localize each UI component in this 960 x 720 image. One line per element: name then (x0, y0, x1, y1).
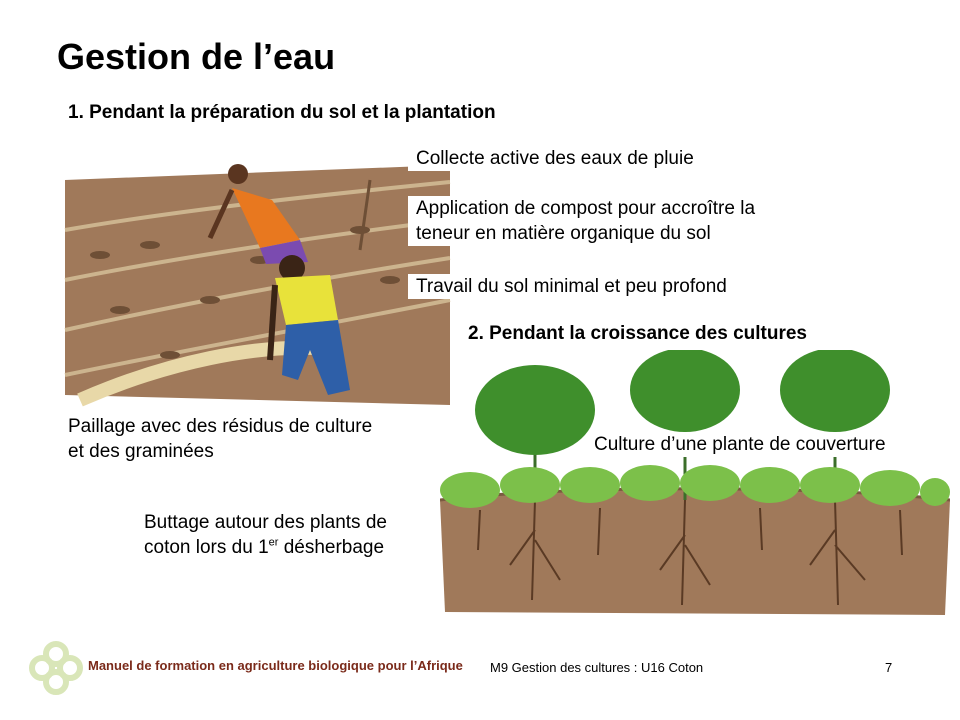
caption-mulching-line-2: et des graminées (68, 441, 214, 462)
caption-ridging-line-1: Buttage autour des plants de (144, 512, 387, 533)
caption-compost-line-1: Application de compost pour accroître la (416, 198, 756, 219)
caption-rainwater-harvesting: Collecte active des eaux de pluie (408, 146, 702, 171)
flower-logo-icon (28, 640, 84, 696)
cover-crop-illustration (440, 350, 950, 620)
field-preparation-illustration (60, 160, 455, 410)
caption-compost-line-2: teneur en matière organique du sol (416, 223, 711, 244)
caption-mulching (60, 414, 380, 464)
caption-mulching-line-1: Paillage avec des résidus de culture (68, 416, 373, 437)
footer-manual-title: Manuel de formation en agriculture biologique pour l’Afrique (88, 658, 463, 673)
caption-compost-application (408, 196, 763, 246)
footer-module-label: M9 Gestion des cultures : U16 Coton (490, 660, 704, 675)
caption-ridging-line-2-end: désherbage (278, 537, 385, 558)
page-title: Gestion de l’eau (57, 36, 336, 77)
caption-minimal-tillage: Travail du sol minimal et peu profond (408, 274, 735, 299)
ordinal-superscript: er (268, 536, 279, 549)
page-number: 7 (885, 660, 893, 675)
section-heading-soil-preparation: 1. Pendant la préparation du sol et la plantation (68, 102, 496, 123)
caption-ridging-line-2-start: coton lors du 1 (144, 537, 269, 558)
caption-ridging (144, 510, 387, 560)
caption-ridging-line-2 (144, 535, 387, 560)
caption-cover-crop: Culture d’une plante de couverture (588, 432, 892, 457)
section-heading-crop-growth: 2. Pendant la croissance des cultures (468, 323, 807, 344)
